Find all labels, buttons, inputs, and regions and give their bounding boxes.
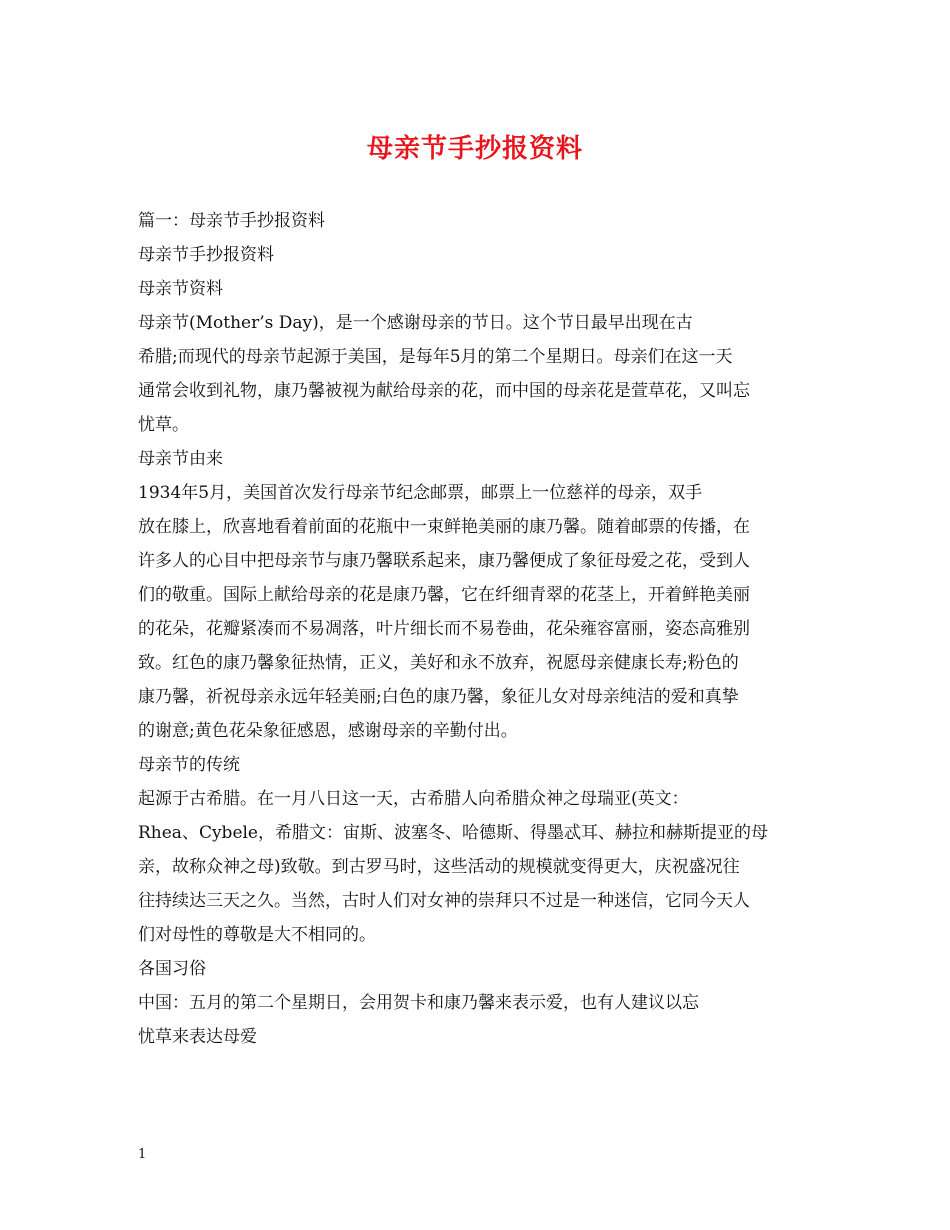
text-line: Rhea、Cybele，希腊文：宙斯、波塞冬、哈德斯、得墨忒耳、赫拉和赫斯提亚的母 <box>138 823 768 843</box>
page-number: 1 <box>138 1147 147 1162</box>
text-line: 母亲节由来 <box>138 449 223 469</box>
text-line: 亲，故称众神之母)致敬。到古罗马时，这些活动的规模就变得更大，庆祝盛况往 <box>138 857 740 877</box>
text-line: 的花朵，花瓣紧凑而不易凋落，叶片细长而不易卷曲，花朵雍容富丽，姿态高雅别 <box>138 619 750 639</box>
text-line: 许多人的心目中把母亲节与康乃馨联系起来，康乃馨便成了象征母爱之花，受到人 <box>138 551 750 571</box>
text-line: 致。红色的康乃馨象征热情，正义，美好和永不放弃，祝愿母亲健康长寿;粉色的 <box>138 653 739 673</box>
text-line: 们对母性的尊敬是大不相同的。 <box>138 925 376 945</box>
text-line: 篇一：母亲节手抄报资料 <box>138 211 325 231</box>
document-body <box>138 204 814 1054</box>
text-line: 通常会收到礼物，康乃馨被视为献给母亲的花，而中国的母亲花是萱草花，又叫忘 <box>138 381 750 401</box>
text-line: 母亲节资料 <box>138 279 223 299</box>
text-line: 们的敬重。国际上献给母亲的花是康乃馨，它在纤细青翠的花茎上，开着鲜艳美丽 <box>138 585 750 605</box>
text-line: 的谢意;黄色花朵象征感恩，感谢母亲的辛勤付出。 <box>138 721 518 741</box>
text-line: 希腊;而现代的母亲节起源于美国，是每年5月的第二个星期日。母亲们在这一天 <box>138 347 733 367</box>
text-line: 往持续达三天之久。当然，古时人们对女神的崇拜只不过是一种迷信，它同今天人 <box>138 891 750 911</box>
text-line: 放在膝上，欣喜地看着前面的花瓶中一束鲜艳美丽的康乃馨。随着邮票的传播，在 <box>138 517 750 537</box>
document-title: 母亲节手抄报资料 <box>366 134 583 164</box>
text-line: 起源于古希腊。在一月八日这一天，古希腊人向希腊众神之母瑞亚(英文： <box>138 789 689 809</box>
text-line: 各国习俗 <box>138 959 206 979</box>
text-line: 母亲节的传统 <box>138 755 240 775</box>
text-line: 忧草。 <box>138 415 189 435</box>
text-line: 母亲节手抄报资料 <box>138 245 274 265</box>
text-line: 1934年5月，美国首次发行母亲节纪念邮票，邮票上一位慈祥的母亲，双手 <box>138 483 703 503</box>
text-line: 中国：五月的第二个星期日，会用贺卡和康乃馨来表示爱，也有人建议以忘 <box>138 993 699 1013</box>
text-line: 母亲节(Mother’s Day)，是一个感谢母亲的节日。这个节日最早出现在古 <box>138 313 693 333</box>
text-line: 忧草来表达母爱 <box>138 1027 257 1047</box>
text-line: 康乃馨，祈祝母亲永远年轻美丽;白色的康乃馨，象征儿女对母亲纯洁的爱和真挚 <box>138 687 739 707</box>
